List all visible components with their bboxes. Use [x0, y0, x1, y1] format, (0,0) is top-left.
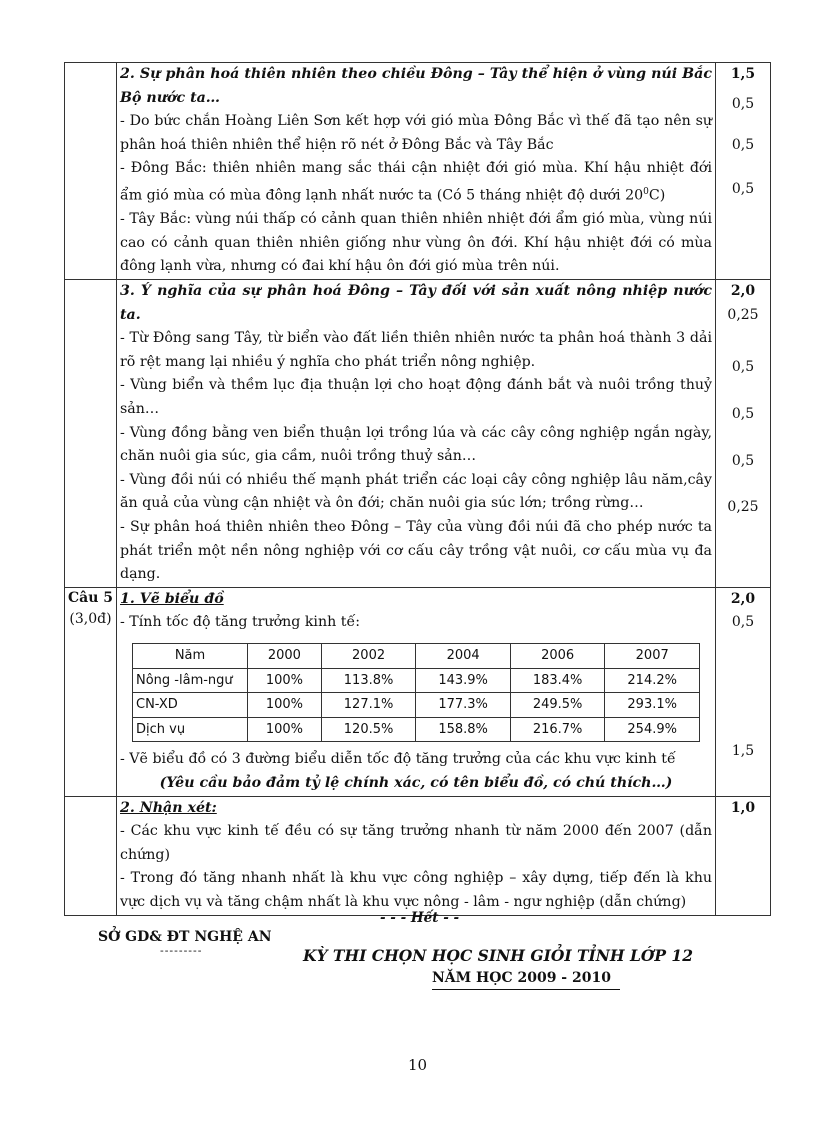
growth-value: 100% — [248, 717, 322, 742]
question-points: (3,0đ) — [69, 610, 112, 627]
header-cell: Năm — [133, 643, 248, 668]
score-cell — [716, 280, 771, 588]
score-value: 0,25 — [727, 306, 759, 323]
school-year: NĂM HỌC 2009 - 2010 — [432, 970, 620, 990]
answer-paragraph: - Các khu vực kinh tế đều có sự tăng trưởng nhanh từ năm 2000 đến 2007 (dẫn chứng) — [120, 823, 712, 863]
exam-title: KỲ THI CHỌN HỌC SINH GIỎI TỈNH LỚP 12 — [303, 946, 693, 965]
score-value: 0,25 — [727, 498, 759, 515]
question-cell — [65, 796, 117, 915]
end-marker: - - - Hết - - — [380, 910, 460, 926]
section-heading: 3. Ý nghĩa của sự phân hoá Đông – Tây đối với sản xuất nông nhiệp nước ta. — [120, 283, 712, 323]
score-cell — [716, 796, 771, 915]
table-row — [65, 63, 771, 280]
page-number: 10 — [408, 1056, 428, 1074]
growth-value: 158.8% — [416, 717, 511, 742]
growth-value: 127.1% — [321, 693, 416, 718]
score-value: 1,5 — [730, 66, 756, 82]
growth-value: 100% — [248, 668, 322, 693]
score-value: 0,5 — [731, 452, 755, 469]
growth-row — [133, 693, 700, 718]
section-heading: 1. Vẽ biểu đồ — [120, 590, 224, 607]
score-value: 0,5 — [731, 614, 755, 631]
score-value: 2,0 — [730, 590, 756, 607]
answer-paragraph: - Tây Bắc: vùng núi thấp có cảnh quan thiên nhiên nhiệt đới ẩm gió mùa, vùng núi cao có cảnh quan thiên nhiên giống như vùng ôn đới. Khí hậu nhiệt đới có mùa đông lạnh vừa, nhưng có đai khí hậu ôn đới gió mùa trên núi. — [120, 211, 712, 275]
header-cell: 2002 — [321, 643, 416, 668]
answer-paragraph: - Sự phân hoá thiên nhiên theo Đông – Tây của vùng đồi núi đã cho phép nước ta phát triển một nền nông nghiệp với cơ cấu cây trồng vật nuôi, cơ cấu mùa vụ đa dạng. — [120, 519, 712, 583]
answer-text: - Đông Bắc: thiên nhiên mang sắc thái cận nhiệt đới gió mùa. Khí hậu nhiệt đới ẩm gió mùa có mùa đông lạnh nhất nước ta (Có 5 tháng nhiệt độ dưới 20 — [120, 160, 712, 204]
growth-value: 216.7% — [510, 717, 605, 742]
department-name: SỞ GD& ĐT NGHỆ AN — [98, 929, 272, 945]
answer-cell — [117, 280, 716, 588]
score-value: 0,5 — [731, 358, 755, 375]
growth-value: 293.1% — [605, 693, 700, 718]
header-cell: 2000 — [248, 643, 322, 668]
question-cell — [65, 587, 117, 796]
growth-value: 183.4% — [510, 668, 605, 693]
drawing-requirement-note: (Yêu cầu bảo đảm tỷ lệ chính xác, có tên biểu đồ, có chú thích…) — [159, 774, 673, 791]
table-row — [65, 796, 771, 915]
growth-value: 254.9% — [605, 717, 700, 742]
score-cell — [716, 587, 771, 796]
score-value: 0,5 — [731, 405, 755, 422]
answer-paragraph: - Do bức chắn Hoàng Liên Sơn kết hợp với gió mùa Đông Bắc vì thế đã tạo nên sự phân hoá thiên nhiên thể hiện rõ nét ở Đông Bắc và Tây Bắc — [120, 113, 712, 153]
growth-value: 249.5% — [510, 693, 605, 718]
score-value: 1,5 — [731, 743, 755, 760]
question-number: Câu 5 — [68, 589, 114, 606]
answer-paragraph: - Vùng đồi núi có nhiều thế mạnh phát triển các loại cây công nghiệp lâu năm,cây ăn quả của vùng cận nhiệt và ôn đới; chăn nuôi gia súc lớn; trồng rừng… — [120, 471, 712, 512]
growth-rate-table — [132, 643, 700, 742]
growth-value: 100% — [248, 693, 322, 718]
header-cell: 2006 — [510, 643, 605, 668]
question-cell — [65, 280, 117, 588]
growth-value: 143.9% — [416, 668, 511, 693]
answer-paragraph: - Trong đó tăng nhanh nhất là khu vực công nghiệp – xây dựng, tiếp đến là khu vực dịch vụ và tăng chậm nhất là khu vực nông - lâm - ngư nghiệp (dẫn chứng) — [120, 870, 712, 910]
growth-header-row — [133, 643, 700, 668]
answer-paragraph: - Vùng đồng bằng ven biển thuận lợi trồng lúa và các cây công nghiệp ngắn ngày, chăn nuôi gia súc, gia cầm, nuôi trồng thuỷ sản… — [120, 424, 712, 465]
growth-row — [133, 717, 700, 742]
growth-row — [133, 668, 700, 693]
answer-paragraph: - Vẽ biểu đồ có 3 đường biểu diễn tốc độ tăng trưởng của các khu vực kinh tế — [120, 751, 676, 768]
section-heading: 2. Sự phân hoá thiên nhiên theo chiều Đông – Tây thể hiện ở vùng núi Bắc Bộ nước ta… — [120, 66, 712, 106]
answer-paragraph: - Tính tốc độ tăng trưởng kinh tế: — [120, 614, 360, 631]
superscript: 0 — [643, 186, 649, 197]
growth-value: 214.2% — [605, 668, 700, 693]
table-row — [65, 280, 771, 588]
answer-cell — [117, 796, 716, 915]
score-value: 0,5 — [731, 95, 755, 112]
sector-label: CN-XD — [133, 693, 248, 718]
section-heading: 2. Nhận xét: — [120, 799, 217, 816]
score-value: 2,0 — [730, 283, 756, 300]
sector-label: Dịch vụ — [133, 717, 248, 742]
answer-cell — [117, 587, 716, 796]
score-value: 0,5 — [731, 136, 755, 153]
score-value: 0,5 — [731, 180, 755, 197]
question-cell — [65, 63, 117, 280]
answer-table — [64, 62, 771, 916]
header-cell: 2004 — [416, 643, 511, 668]
growth-value: 113.8% — [321, 668, 416, 693]
growth-value: 177.3% — [416, 693, 511, 718]
growth-value: 120.5% — [321, 717, 416, 742]
answer-paragraph: - Từ Đông sang Tây, từ biển vào đất liền thiên nhiên nước ta phân hoá thành 3 dải rõ rệt mang lại nhiều ý nghĩa cho phát triển nông nghiệp. — [120, 330, 712, 370]
score-value: 1,0 — [730, 799, 756, 816]
answer-paragraph — [120, 157, 712, 208]
answer-cell — [117, 63, 716, 280]
sector-label: Nông -lâm-ngư — [133, 668, 248, 693]
answer-text: C) — [648, 187, 666, 204]
answer-paragraph: - Vùng biển và thềm lục địa thuận lợi cho hoạt động đánh bắt và nuôi trồng thuỷ sản… — [120, 377, 712, 418]
score-cell — [716, 63, 771, 280]
department-underline: --------- — [160, 944, 203, 957]
table-row — [65, 587, 771, 796]
header-cell: 2007 — [605, 643, 700, 668]
